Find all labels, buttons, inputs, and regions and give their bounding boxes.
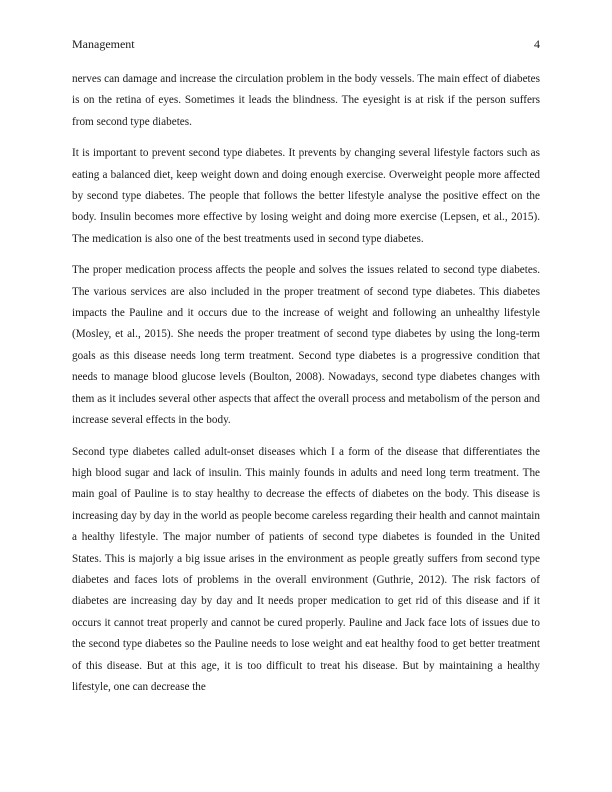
paragraph: Second type diabetes called adult-onset diseases which I a form of the disease that differentiates the high blood sugar and lack of insulin. This mainly founds in adults and need long term treatment. The main goal of Pauline is to stay healthy to decrease the effects of diabetes on the body. This disease is increasing day by day in the world as people become careless regarding their health and cannot maintain a healthy lifestyle. The major number of patients of second type diabetes is founded in the United States. This is majorly a big issue arises in the environment as people greatly suffers from second type diabetes and faces lots of problems in the overall environment (Guthrie, 2012). The risk factors of diabetes are increasing day by day and It needs proper medication to get rid of this disease and if it occurs it cannot treat properly and cannot be cured properly. Pauline and Jack face lots of issues due to the second type diabetes so the Pauline needs to lose weight and eat healthy food to get better treatment of this disease. But at this age, it is too difficult to treat his disease. But by maintaining a healthy lifestyle, one can decrease the — [72, 445, 540, 693]
running-header-title: Management — [72, 37, 135, 51]
paragraph: It is important to prevent second type diabetes. It prevents by changing several lifestyle factors such as eating a balanced diet, keep weight down and doing enough exercise. Overweight people more affected by second type diabetes. The people that follows the better lifestyle analyse the positive effect on the body. Insulin becomes more effective by losing weight and doing more exercise (Lepsen, et al., 2015). The medication is also one of the best treatments used in second type diabetes. — [72, 147, 540, 245]
paragraph: nerves can damage and increase the circulation problem in the body vessels. The main effect of diabetes is on the retina of eyes. Sometimes it leads the blindness. The eyesight is at risk if the person suffers from second type diabetes. — [72, 73, 540, 128]
paragraph: The proper medication process affects the people and solves the issues related to second type diabetes. The various services are also included in the proper treatment of second type diabetes. This diabetes impacts the Pauline and it occurs due to the increase of weight and following an unhealthy lifestyle (Mosley, et al., 2015). She needs the proper treatment of second type diabetes by using the long-term goals as this disease needs long term treatment. Second type diabetes is a progressive condition that needs to manage blood glucose levels (Boulton, 2008). Nowadays, second type diabetes changes with them as it includes several other aspects that affect the overall process and metabolism of the person and increase several effects in the body. — [72, 264, 540, 427]
body-text — [72, 69, 540, 708]
page-number: 4 — [534, 37, 540, 51]
